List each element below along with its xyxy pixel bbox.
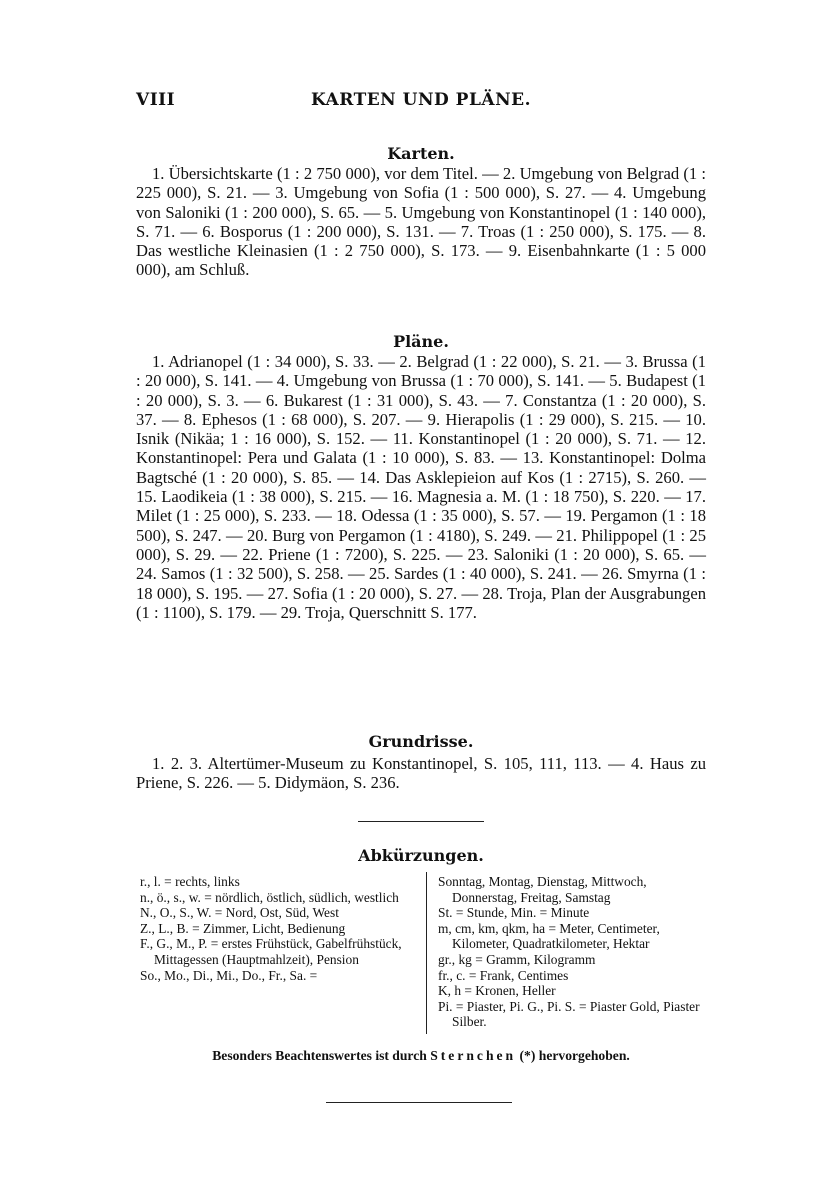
abbreviations-right-column xyxy=(438,874,708,1030)
abbreviation-entry: Pi. = Piaster, Pi. G., Pi. S. = Piaster Gold, Piaster Silber. xyxy=(438,998,700,1030)
abbreviation-entry: St. = Stunde, Min. = Minute xyxy=(438,905,590,921)
note-text-spaced: Sternchen xyxy=(430,1048,517,1063)
running-title: KARTEN UND PLÄNE. xyxy=(310,90,532,110)
bottom-rule xyxy=(326,1102,512,1103)
section-divider xyxy=(358,821,484,822)
grundrisse-list: 1. 2. 3. Altertümer-Museum zu Konstantinopel, S. 105, 111, 113. — 4. Haus zu Priene, S. 226. — 5. Didymäon, S. 236. xyxy=(136,754,706,793)
column-separator xyxy=(426,872,427,1034)
karten-list: 1. Übersichtskarte (1 : 2 750 000), vor dem Titel. — 2. Umgebung von Belgrad (1 : 225 000), S. 21. — 3. Umgebung von Sofia (1 : 500 000), S. 27. — 4. Umgebung von Saloniki (1 : 200 000), S. 65. — 5. Umgebung von Konstantinopel (1 : 140 000), S. 71. — 6. Bosporus (1 : 200 000), S. 131. — 7. Troas (1 : 250 000), S. 175. — 8. Das westliche Kleinasien (1 : 2 750 000), S. 173. — 9. Eisenbahnkarte (1 : 5 000 000), am Schluß. xyxy=(136,164,706,280)
abkuerzungen-heading: Abkürzungen. xyxy=(358,846,484,865)
abbreviation-entry: Z., L., B. = Zimmer, Licht, Bedienung xyxy=(140,920,346,936)
plaene-list: 1. Adrianopel (1 : 34 000), S. 33. — 2. Belgrad (1 : 22 000), S. 21. — 3. Brussa (1 : 20 000), S. 141. — 4. Umgebung von Brussa (1 : 70 000), S. 141. — 5. Budapest (1 : 20 000), S. 3. — 6. Bukarest (1 : 31 000), S. 43. — 7. Constantza (1 : 20 000), S. 37. — 8. Ephesos (1 : 68 000), S. 207. — 9. Hierapolis (1 : 29 000), S. 215. — 10. Isnik (Nikäa; 1 : 16 000), S. 152. — 11. Konstantinopel (1 : 20 000), S. 71. — 12. Konstantinopel: Pera und Galata (1 : 10 000), S. 83. — 13. Konstantinopel: Dolma Bagtsché (1 : 20 000), S. 85. — 14. Das Asklepieion auf Kos (1 : 2715), S. 260. — 15. Laodikeia (1 : 38 000), S. 215. — 16. Magnesia a. M. (1 : 18 750), S. 220. — 17. Milet (1 : 25 000), S. 233. — 18. Odessa (1 : 35 000), S. 57. — 19. Pergamon (1 : 18 500), S. 247. — 20. Burg von Pergamon (1 : 4180), S. 249. — 21. Philippopel (1 : 25 000), S. 29. — 22. Priene (1 : 7200), S. 225. — 23. Saloniki (1 : 20 000), S. 65. — 24. Samos (1 : 32 500), S. 258. — 25. Sardes (1 : 40 000), S. 241. — 26. Smyrna (1 : 18 000), S. 195. — 27. Sofia (1 : 20 000), S. 27. — 28. Troja, Plan der Ausgrabungen (1 : 1100), S. 179. — 29. Troja, Querschnitt S. 177. xyxy=(136,352,706,622)
abbreviations-left-column xyxy=(140,874,416,983)
plaene-heading: Pläne. xyxy=(393,332,449,351)
abbreviation-entry: m, cm, km, qkm, ha = Meter, Centimeter, Kilometer, Quadratkilometer, Hektar xyxy=(438,920,660,952)
abbreviation-entry: K, h = Kronen, Heller xyxy=(438,983,556,999)
abbreviation-entry: N., O., S., W. = Nord, Ost, Süd, West xyxy=(140,905,339,921)
abbreviation-entry: n., ö., s., w. = nördlich, östlich, südlich, westlich xyxy=(140,889,399,905)
asterisk-note xyxy=(136,1048,706,1064)
abbreviation-entry: So., Mo., Di., Mi., Do., Fr., Sa. = xyxy=(140,967,318,983)
page-header xyxy=(136,90,706,114)
abbreviation-entry: Sonntag, Montag, Dienstag, Mittwoch, Donnerstag, Freitag, Samstag xyxy=(438,874,647,905)
note-text-post: (*) hervorgehoben. xyxy=(519,1048,630,1063)
page-number: VIII xyxy=(136,90,176,110)
note-text-pre: Besonders Beachtenswertes ist durch xyxy=(212,1048,427,1063)
abbreviation-entry: F., G., M., P. = erstes Frühstück, Gabelfrühstück, Mittagessen (Hauptmahlzeit), Pension xyxy=(140,936,402,967)
grundrisse-heading: Grundrisse. xyxy=(368,732,474,751)
abbreviation-entry: gr., kg = Gramm, Kilogramm xyxy=(438,951,596,967)
abbreviation-entry: r., l. = rechts, links xyxy=(140,874,240,889)
abbreviation-entry: fr., c. = Frank, Centimes xyxy=(438,967,569,983)
karten-heading: Karten. xyxy=(387,144,455,163)
